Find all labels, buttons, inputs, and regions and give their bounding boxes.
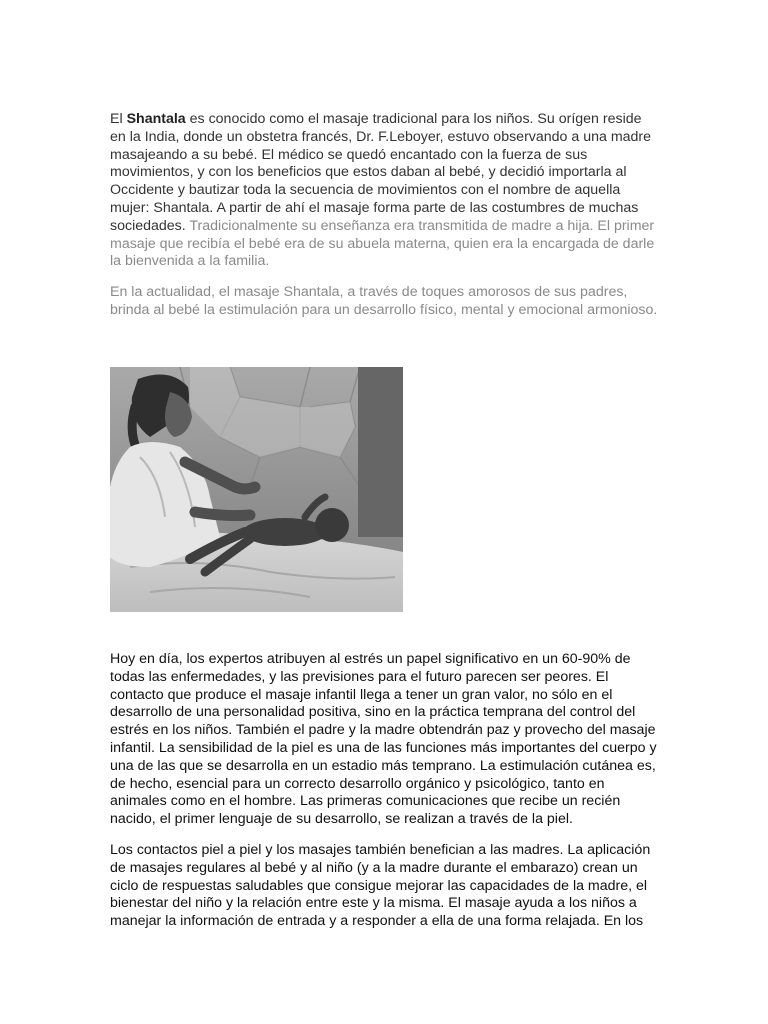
stress-paragraph: Hoy en día, los expertos atribuyen al estrés un papel significativo en un 60-90% de todas las enfermedades, y las previsiones para el futuro parecen ser peores. El contacto que produce el masaje infantil llega a tener un gran valor, no sólo en el desarrollo de una personalidad positiva, sino en la práctica temprana del control del estrés en los niños. También el padre y la madre obtendrán paz y provecho del masaje infantil. La sensibilidad de la piel es una de las funciones más importantes del cuerpo y una de las que se desarrolla en un estadio más temprano. La estimulación cutánea es, de hecho, esencial para un correcto desarrollo orgánico y psicológico, tanto en animales como en el hombre. Las primeras comunicaciones que recibe un recién nacido, el primer lenguaje de su desarrollo, se realizan a través de la piel. bbox=[110, 651, 657, 828]
intro-tradition: Tradicionalmente su enseñanza era transmitida de madre a hija. El primer masaje que recibía el bebé era de su abuela materna, quien era la encargada de darle la bienvenida a la familia. bbox=[110, 217, 655, 270]
intro-paragraph bbox=[110, 111, 660, 271]
intro-lead: El bbox=[110, 111, 127, 127]
intro-body: es conocido como el masaje tradicional para los niños. Su orígen reside en la India, donde un obstetra francés, Dr. F.Leboyer, estuvo observando a una madre masajeando a su bebé. El médico se quedó encantado con la fuerza de sus movimientos, y con los beneficios que estos daban al bebé, y decidió importarla al Occidente y bautizar toda la secuencia de movimientos con el nombre de aquella mujer: Shantala. A partir de ahí el masaje forma parte de las costumbres de muchas sociedades. bbox=[110, 111, 652, 234]
shantala-term: Shantala bbox=[126, 111, 186, 127]
mothers-paragraph: Los contactos piel a piel y los masajes también benefician a las madres. La aplicación de masajes regulares al bebé y al niño (y a la madre durante el embarazo) crean un ciclo de respuestas saludables que consigue mejorar las capacidades de la madre, el bienestar del niño y la relación entre este y la misma. El masaje ayuda a los niños a manejar la información de entrada y a responder a ella de una forma relajada. En los bbox=[110, 842, 651, 930]
current-paragraph: En la actualidad, el masaje Shantala, a través de toques amorosos de sus padres, brinda al bebé la estimulación para un desarrollo físico, mental y emocional armonioso. bbox=[110, 284, 658, 318]
mother-massaging-baby-photo bbox=[110, 367, 403, 612]
